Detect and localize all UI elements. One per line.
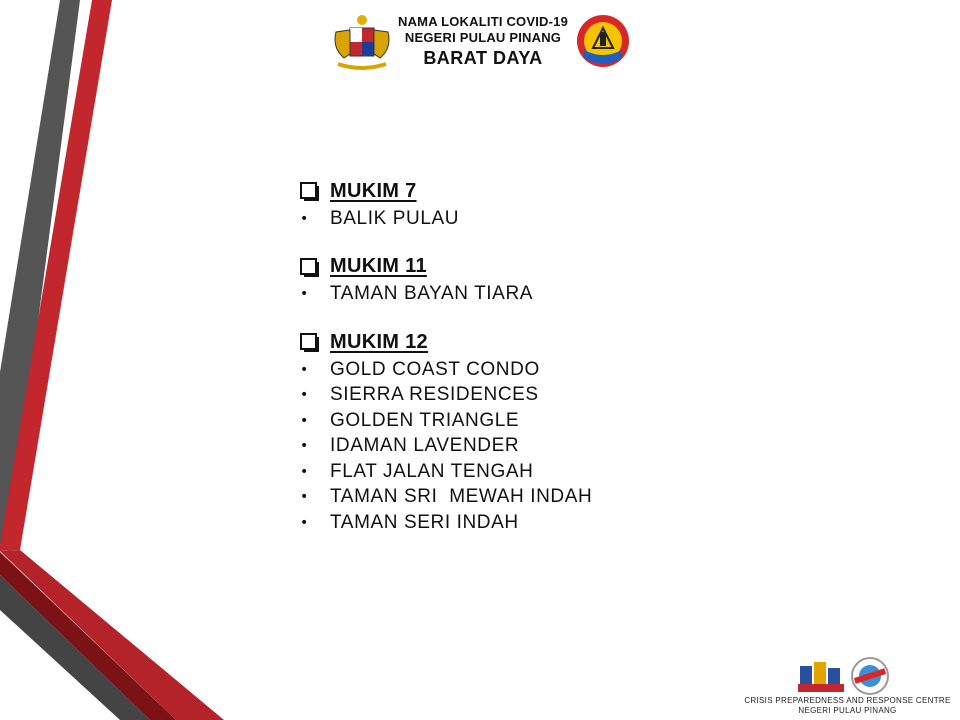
state-logo-icon bbox=[576, 14, 630, 68]
list-item bbox=[300, 510, 660, 536]
list-item-text: TAMAN BAYAN TIARA bbox=[330, 283, 534, 305]
list-item-text: TAMAN SRI MEWAH INDAH bbox=[330, 486, 593, 508]
bullet-icon: • bbox=[300, 361, 309, 378]
list-item-text: IDAMAN LAVENDER bbox=[330, 435, 520, 457]
checkbox-icon bbox=[300, 254, 322, 280]
list-item bbox=[300, 206, 660, 232]
checkbox-icon bbox=[300, 329, 322, 355]
cprc-logo-icon bbox=[796, 656, 846, 694]
list-item-text: TAMAN SERI INDAH bbox=[330, 511, 519, 533]
list-item-text: GOLD COAST CONDO bbox=[330, 358, 540, 380]
list-item bbox=[300, 357, 660, 383]
footer-state-name: NEGERI PULAU PINANG bbox=[798, 706, 897, 715]
bullet-icon: • bbox=[300, 412, 309, 429]
list-item bbox=[300, 485, 660, 511]
round-badge-icon bbox=[848, 656, 892, 696]
section-mukim-7 bbox=[300, 176, 660, 232]
header-line-2: NEGERI PULAU PINANG bbox=[404, 30, 562, 45]
list-item bbox=[300, 408, 660, 434]
section-heading: MUKIM 11 bbox=[330, 255, 427, 277]
list-item-text: BALIK PULAU bbox=[330, 207, 460, 229]
bullet-icon: • bbox=[300, 514, 309, 531]
gray-stripe-vertical bbox=[0, 0, 80, 545]
section-heading: MUKIM 7 bbox=[330, 179, 417, 202]
bullet-icon: • bbox=[300, 210, 309, 227]
bullet-icon: • bbox=[300, 387, 309, 404]
footer bbox=[740, 656, 955, 716]
checkbox-icon bbox=[300, 178, 322, 204]
list-item bbox=[300, 282, 660, 308]
section-heading-row bbox=[300, 252, 660, 282]
header-line-1: NAMA LOKALITI COVID-19 bbox=[397, 14, 569, 29]
section-heading-row bbox=[300, 327, 660, 357]
list-item-text: SIERRA RESIDENCES bbox=[330, 384, 539, 406]
bullet-icon: • bbox=[300, 286, 309, 303]
section-mukim-12 bbox=[300, 327, 660, 536]
bullet-icon: • bbox=[300, 438, 309, 455]
title-block bbox=[390, 14, 576, 70]
list-item-text: FLAT JALAN TENGAH bbox=[330, 460, 534, 482]
section-heading: MUKIM 12 bbox=[330, 330, 428, 353]
footer-org-name: CRISIS PREPAREDNESS AND RESPONSE CENTRE bbox=[744, 696, 951, 705]
list-item-text: GOLDEN TRIANGLE bbox=[330, 409, 520, 431]
locality-list bbox=[300, 176, 660, 556]
coat-of-arms-icon bbox=[330, 14, 394, 76]
list-item bbox=[300, 459, 660, 485]
bullet-icon: • bbox=[300, 463, 309, 480]
section-heading-row bbox=[300, 176, 660, 206]
dark-red-stripe-diagonal bbox=[0, 552, 176, 720]
header bbox=[330, 10, 630, 74]
section-mukim-11 bbox=[300, 252, 660, 308]
bullet-icon: • bbox=[300, 489, 309, 506]
list-item bbox=[300, 434, 660, 460]
district-title: BARAT DAYA bbox=[423, 48, 543, 68]
list-item bbox=[300, 383, 660, 409]
